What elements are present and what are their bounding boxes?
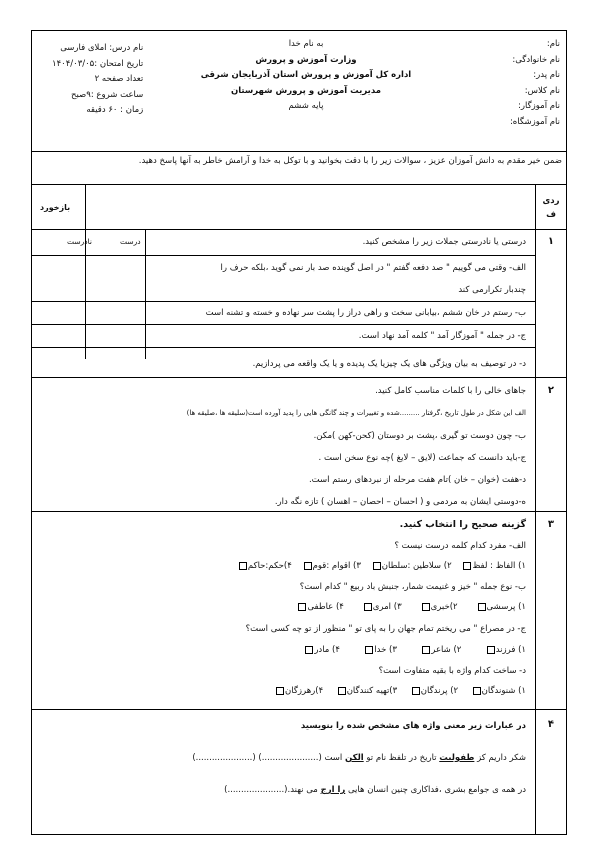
field-father-name: نام پدر: xyxy=(533,70,560,80)
question-2-title: جاهای خالی را با کلمات مناسب کامل کنید. xyxy=(375,386,526,396)
question-4-item-b: در همه ی جوامع بشری ،فداکاری چنین انسان هایی را ارج می نهند.(.....................) xyxy=(224,785,526,795)
question-1-item-c: ج- در جمله " آموزگار آمد " کلمه آمد نهاد است. xyxy=(358,331,526,341)
duration: زمان : ۶۰ دقیقه xyxy=(86,105,144,115)
exam-date: تاریخ امتحان :۱۴۰۴/۰۳/۰۵ xyxy=(52,58,144,69)
question-4-item-a: شکر داریم کز طفولیت تاریخ در تلفظ نام تو الکن است (.....................) (.....................) xyxy=(192,753,526,763)
question-3-item-c: ج- در مصراع " می ریختم تمام جهان را به پای تو " منظور از تو چه کسی است؟ xyxy=(245,624,526,634)
subject-name: نام درس: املای فارسی xyxy=(60,43,144,53)
option-a1[interactable]: ۱) الفاظ : لفظ xyxy=(462,561,526,571)
highlighted-word: طفولیت xyxy=(439,753,475,763)
question-1-item-b: ب- رستم در خان ششم ،بیابانی سخت و راهی دراز را پشت سر نهاده و خسته و تشنه است xyxy=(205,308,526,318)
checkbox[interactable] xyxy=(239,562,247,570)
correct-column-label: درست xyxy=(120,237,141,246)
checkbox[interactable] xyxy=(365,646,373,654)
question-1-item-a-cont: چندبار تکرارمی کند xyxy=(458,285,526,295)
field-class-name: نام کلاس: xyxy=(524,85,560,96)
option-b2[interactable]: ۲)خبری xyxy=(421,602,458,612)
exam-info xyxy=(52,41,143,119)
checkbox[interactable] xyxy=(473,687,481,695)
highlighted-word: را ارج xyxy=(320,785,346,795)
question-number-4: ۴ xyxy=(547,719,554,730)
question-3-options-d xyxy=(275,686,526,696)
checkbox[interactable] xyxy=(304,562,312,570)
ministry-header xyxy=(196,37,416,115)
question-2-item-b: ب- چون دوست تو گیری ،پشت بر دوستان (کحن-کهن )مکن. xyxy=(313,431,526,441)
checkbox[interactable] xyxy=(412,687,420,695)
checkbox[interactable] xyxy=(487,646,495,654)
incorrect-column-label: نادرست xyxy=(67,237,92,246)
grade: پایه ششم xyxy=(288,101,324,111)
question-number-2: ۲ xyxy=(547,385,554,396)
start-time: ساعت شروع :۹صبح xyxy=(71,89,144,100)
city-office: مدیریت آموزش و پرورش شهرستان xyxy=(230,85,381,96)
question-3-item-a: الف- مفرد کدام کلمه درست نیست ؟ xyxy=(394,541,526,551)
field-name: نام: xyxy=(546,39,560,49)
intro-text: ضمن خیر مقدم به دانش آموزان عزیز ، سوالات زیر را با دقت بخوانید و با توکل به خدا و آرامش خاطر به آنها پاسخ دهید. xyxy=(138,156,562,166)
field-school-name: نام آموزشگاه: xyxy=(509,116,560,127)
page-count: تعداد صفحه ۲ xyxy=(94,74,144,84)
option-a3[interactable]: ۳) اقوام :قوم xyxy=(303,561,361,571)
ministry-title: وزارت آموزش و پرورش xyxy=(255,54,357,65)
option-c2[interactable]: ۲) شاعر xyxy=(421,645,461,655)
option-b3[interactable]: ۳) امری xyxy=(363,602,402,612)
checkbox[interactable] xyxy=(298,603,306,611)
question-number-1: ۱ xyxy=(547,236,554,247)
question-2-item-a: الف این شکل در طول تاریخ ،گرفتار .........شده و تغییرات و چند گانگی هایی را پدید آورده است(سلیقه ها ،صلیقه ها) xyxy=(186,409,526,417)
checkbox[interactable] xyxy=(422,646,430,654)
option-d3[interactable]: ۳)تهیه کنندگان xyxy=(337,686,398,696)
option-d2[interactable]: ۲) پرندگان xyxy=(411,686,458,696)
question-number-3: ۳ xyxy=(547,519,554,530)
checkbox[interactable] xyxy=(373,562,381,570)
exam-sheet xyxy=(31,30,567,835)
question-2-item-d: د-هفت (خوان – خان )تام هفت مرحله از نبردهای رستم است. xyxy=(308,475,526,485)
highlighted-word: الکن xyxy=(345,753,364,763)
question-3-options-b xyxy=(297,602,526,612)
option-c4[interactable]: ۴) مادر xyxy=(304,645,340,655)
province-office: اداره کل آموزش و پرورش استان آذربایجان شرقی xyxy=(200,70,412,80)
question-2-item-c: ج-باید دانست که جماعت (لایق – لایغ )چه نوع سخن است . xyxy=(318,453,526,463)
option-c3[interactable]: ۳) خدا xyxy=(364,645,397,655)
question-1-item-a: الف- وقتی می گوییم " صد دفعه گفتم " در اصل گوینده صد بار نمی گوید ،بلکه حرف را xyxy=(220,263,526,273)
question-3-options-c xyxy=(304,645,526,655)
option-a4[interactable]: ۴)حکم:حاکم xyxy=(238,561,292,571)
question-1-item-d: د- در توصیف به بیان ویژگی های یک چیزیا یک پدیده و یا یک واقعه می پردازیم. xyxy=(252,359,526,369)
field-family-name: نام خانوادگی: xyxy=(512,54,560,65)
student-info-fields xyxy=(510,37,560,130)
question-3-options-a xyxy=(238,561,526,571)
feedback-header: بازخورد xyxy=(40,203,71,212)
bismillah: به نام خدا xyxy=(288,39,324,49)
field-teacher-name: نام آموزگار: xyxy=(518,101,560,111)
option-b1[interactable]: ۱) پرسشی xyxy=(477,602,526,612)
question-3-title: گزینه صحیح را انتخاب کنید. xyxy=(399,519,526,530)
checkbox[interactable] xyxy=(338,687,346,695)
option-c1[interactable]: ۱) فرزند xyxy=(486,645,526,655)
checkbox[interactable] xyxy=(364,603,372,611)
checkbox[interactable] xyxy=(305,646,313,654)
option-d4[interactable]: ۴)رهرزگان xyxy=(275,686,323,696)
question-2-item-e: ه-دوستی ایشان به مردمی و ( احسان – احصان – اهسان ) تازه نگه دار. xyxy=(274,497,526,507)
option-d1[interactable]: ۱) شنوندگان xyxy=(472,686,526,696)
question-4-title: در عبارات زیر معنی واژه های مشخص شده را بنویسید xyxy=(300,721,526,731)
option-a2[interactable]: ۲) سلاطین :سلطان xyxy=(372,561,452,571)
option-b4[interactable]: ۴) عاطفی xyxy=(297,602,343,612)
checkbox[interactable] xyxy=(276,687,284,695)
checkbox[interactable] xyxy=(463,562,471,570)
checkbox[interactable] xyxy=(422,603,430,611)
question-1-title: درستی یا نادرستی جملات زیر را مشخص کنید. xyxy=(362,237,526,247)
question-3-item-d: د- ساخت کدام واژه با بقیه متفاوت است؟ xyxy=(378,666,526,676)
question-3-item-b: ب- نوع جمله " خیز و غنیمت شمار، جنبش باد ربیع " کدام است؟ xyxy=(299,582,526,592)
checkbox[interactable] xyxy=(478,603,486,611)
row-number-header: ردی ف xyxy=(542,196,560,220)
